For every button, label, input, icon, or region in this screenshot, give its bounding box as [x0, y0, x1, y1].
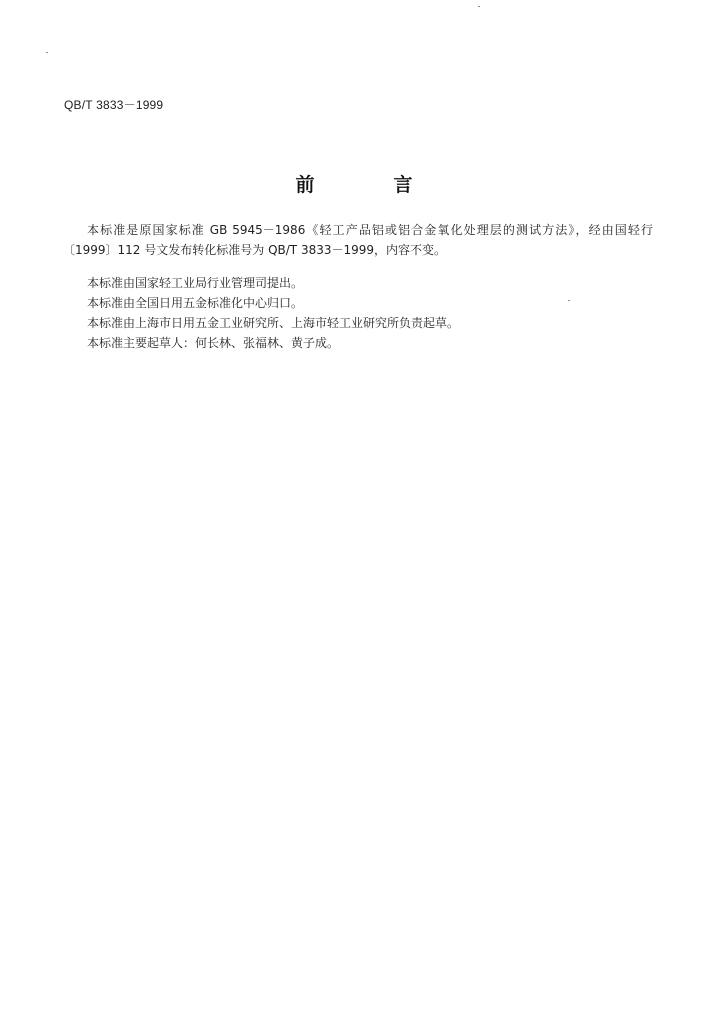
paragraph-drafting-units: 本标准由上海市日用五金工业研究所、上海市轻工业研究所负责起草。 — [87, 316, 460, 330]
paragraph-centralized-by: 本标准由全国日用五金标准化中心归口。 — [87, 296, 304, 310]
paragraph-proposer: 本标准由国家轻工业局行业管理司提出。 — [87, 276, 304, 290]
page-title: 前 言 — [295, 174, 443, 196]
document-body — [63, 220, 653, 353]
paragraph-origin: 本标准是原国家标准 GB 5945－1986《轻工产品铝或铝合金氧化处理层的测试方法》，经由国轻行〔1999〕112 号文发布转化标准号为 QB/T 3833－1999，内容不变。 — [63, 223, 653, 257]
standard-code: QB/T 3833－1999 — [64, 98, 164, 112]
paragraph-gap — [63, 260, 653, 273]
scan-speck — [46, 52, 48, 53]
paragraph-drafters: 本标准主要起草人：何长林、张福林、黄子成。 — [87, 336, 340, 350]
scan-speck — [478, 6, 480, 7]
